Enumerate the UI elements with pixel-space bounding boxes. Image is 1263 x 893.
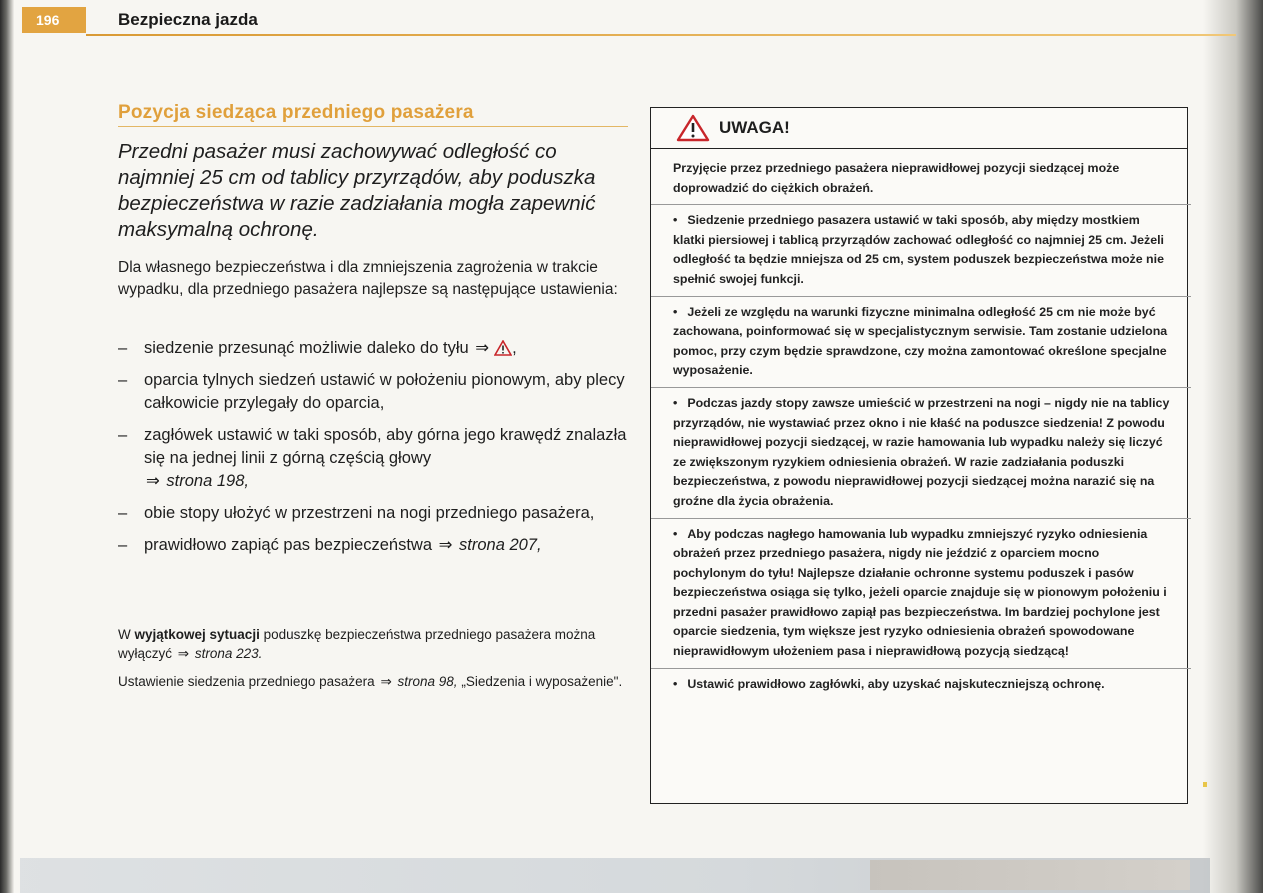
warning-item	[673, 525, 1173, 662]
settings-list	[118, 337, 643, 566]
list-item-text: oparcia tylnych siedzeń ustawić w położeniu pionowym, aby plecy całkowicie przylegały do oparcia,	[144, 371, 625, 412]
note-text: W	[118, 627, 131, 642]
arrow-icon: ⇒	[146, 472, 160, 490]
header-rule	[86, 34, 1236, 36]
page-edge-shadow	[1203, 0, 1263, 893]
bottom-tab-strip-highlight	[870, 860, 1190, 890]
list-dash: –	[118, 426, 128, 444]
list-dash: –	[118, 371, 128, 389]
list-dash: –	[118, 536, 128, 554]
bullet-icon: •	[673, 526, 678, 541]
warning-box	[650, 107, 1188, 804]
warning-triangle-icon	[676, 114, 710, 142]
page-reference-link[interactable]: strona 223.	[194, 646, 263, 661]
list-item	[118, 424, 643, 493]
warning-item-text: Podczas jazdy stopy zawsze umieścić w przestrzeni na nogi – nigdy nie na tablicy przyrządów, nie wystawiać przez okno i nie kłaść na poduszce siedzenia! Z powodu nieprawidłowej pozycji siedzącej, w razie hamowania lub wypadku należy się liczyć ze zwiększonym ryzykiem odniesienia obrażeń. W razie zadziałania poduszki bezpieczeństwa, z powodu nieprawidłowej pozycji siedzącej można narazić się na groźne dla życia obrażenia.	[673, 395, 1170, 508]
list-item	[118, 369, 643, 415]
list-item-text: obie stopy ułożyć w przestrzeni na nogi przedniego pasażera,	[144, 504, 595, 522]
page-reference-link[interactable]: strona 198,	[166, 472, 249, 490]
warning-item-text: Siedzenie przedniego pasazera ustawić w taki sposób, aby między mostkiem klatki piersiowej i tablicą przyrządów zachować odległość co najmniej 25 cm. Jeżeli odległość ta będzie mniejsza od 25 cm, system poduszek bezpieczeństwa może nie spełnić swojej funkcji.	[673, 213, 1164, 286]
divider	[651, 387, 1191, 388]
list-item-text: prawidłowo zapiąć pas bezpieczeństwa	[144, 536, 432, 554]
list-dash: –	[118, 339, 128, 357]
note-text: „Siedzenia i wyposażenie".	[461, 674, 623, 689]
list-item-text: siedzenie przesunąć możliwie daleko do tyłu	[144, 339, 469, 357]
warning-item	[673, 394, 1173, 512]
bullet-icon: •	[673, 395, 678, 410]
warning-item-text: Ustawić prawidłowo zagłówki, aby uzyskać najskuteczniejszą ochronę.	[687, 676, 1105, 691]
page-header-title: Bezpieczna jazda	[118, 10, 258, 29]
list-item	[118, 502, 643, 525]
arrow-icon: ⇒	[438, 536, 453, 554]
warning-title: UWAGA!	[719, 118, 790, 137]
warning-item	[673, 675, 1173, 695]
note-emphasis: wyjątkowej sytuacji	[134, 627, 260, 642]
section-title: Pozycja siedząca przedniego pasażera	[118, 102, 474, 123]
section-lead-paragraph: Dla własnego bezpieczeństwa i dla zmniejszenia zagrożenia w trakcie wypadku, dla przedniego pasażera najlepsze są następujące ustawienia:	[118, 259, 618, 298]
page-number-badge	[22, 7, 86, 33]
note-seat-adjustment	[118, 672, 638, 691]
page-gutter-shadow	[0, 0, 14, 893]
page-number: 196	[36, 12, 60, 28]
warning-item	[673, 211, 1173, 289]
section-title-rule	[118, 126, 628, 127]
warning-body	[651, 149, 1187, 694]
divider	[651, 204, 1191, 205]
bullet-icon: •	[673, 676, 678, 691]
page-reference-link[interactable]: strona 207,	[459, 536, 542, 554]
page-reference-link[interactable]: strona 98,	[397, 674, 458, 689]
divider	[651, 668, 1191, 669]
note-disable-airbag	[118, 625, 638, 663]
section-intro: Przedni pasażer musi zachowywać odległość co najmniej 25 cm od tablicy przyrządów, aby poduszka bezpieczeństwa w razie zadziałania mogła zapewnić maksymalną ochronę.	[118, 140, 596, 241]
list-item-text: zagłówek ustawić w taki sposób, aby górna jego krawędź znalazła się na jednej linii z górną częścią głowy	[144, 426, 627, 467]
list-dash: –	[118, 504, 128, 522]
list-item	[118, 534, 643, 557]
warning-item-text: Jeżeli ze względu na warunki fizyczne minimalna odległość 25 cm nie może być zachowana, poinformować się w specjalistycznym serwisie. Tam zostanie udzielona pomoc, przy czym będzie sprawdzone, czy można zamontować określone specjalne wyposażenie.	[673, 304, 1168, 378]
section-end-mark	[1203, 782, 1207, 787]
bullet-icon: •	[673, 213, 678, 228]
divider	[651, 518, 1191, 519]
note-text: Ustawienie siedzenia przedniego pasażera	[118, 674, 375, 689]
arrow-icon: ⇒	[380, 674, 392, 689]
list-item: – siedzenie przesunąć możliwie daleko do tyłu ⇒ ,	[118, 337, 643, 360]
note-text: poduszkę bezpieczeństwa przedniego pasażera można wyłączyć	[118, 627, 596, 661]
warning-item	[673, 303, 1173, 381]
warning-header	[651, 108, 1187, 149]
arrow-icon: ⇒	[475, 339, 490, 357]
warning-triangle-icon	[494, 340, 512, 356]
warning-intro: Przyjęcie przez przedniego pasażera nieprawidłowej pozycji siedzącej może doprowadzić do ciężkich obrażeń.	[673, 161, 1120, 195]
arrow-icon: ⇒	[177, 646, 190, 661]
divider	[651, 296, 1191, 297]
bullet-icon: •	[673, 304, 678, 319]
warning-item-text: Aby podczas nagłego hamowania lub wypadku zmniejszyć ryzyko odniesienia obrażeń przez przedniego pasażera, nigdy nie jeździć z oparciem mocno pochylonym do tyłu! Najlepsze działanie ochronne systemu poduszek i pasów bezpieczeństwa osiąga się tylko, jeżeli oparcie znajduje się w pionowym położeniu i przedni pasażer prawidłowo zapiął pas bezpieczeństwa. Im bardziej pochylone jest oparcie siedzenia, tym większe jest ryzyko odniesienia obrażeń spowodowane nieprawidłowym ułożeniem pasa i nieprawidłową pozycją siedzącą!	[673, 526, 1167, 659]
